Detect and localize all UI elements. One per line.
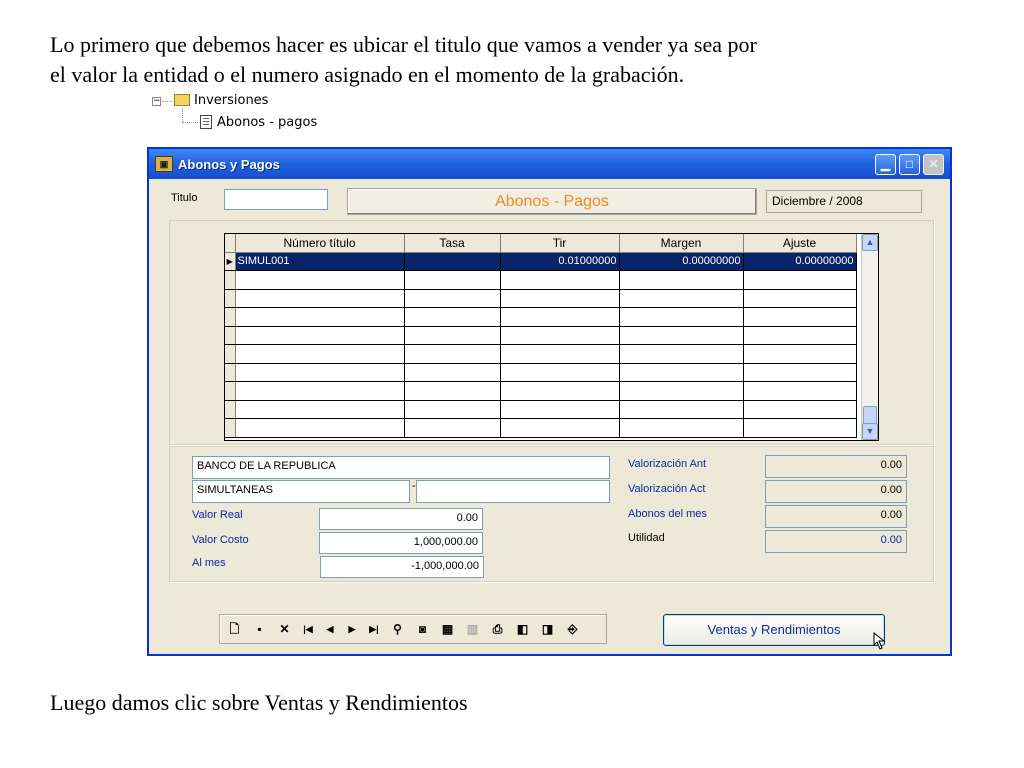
cell-tir[interactable]: 0.01000000 (500, 252, 619, 271)
close-button[interactable] (923, 154, 944, 175)
first-record-button[interactable] (299, 619, 317, 640)
utilidad-field: 0.00 (765, 530, 907, 553)
chevron-up-icon: ▲ (865, 237, 875, 247)
cell-tasa[interactable] (404, 271, 500, 290)
maximize-button[interactable] (899, 154, 920, 175)
cell-tasa[interactable] (404, 400, 500, 419)
row-indicator[interactable] (225, 271, 235, 290)
tree-item-inversiones[interactable] (174, 92, 268, 110)
cell-tasa[interactable] (404, 345, 500, 364)
cell-numero[interactable] (235, 308, 404, 327)
last-icon: ▶| (369, 623, 379, 634)
module-banner: Abonos - Pagos (347, 188, 757, 215)
cell-tir[interactable] (500, 345, 619, 364)
valorizacion-ant-field: 0.00 (765, 455, 907, 478)
first-icon: |◀ (303, 623, 313, 634)
scroll-up-button[interactable] (862, 234, 878, 251)
abonos-mes-label: Abonos del mes (628, 508, 707, 520)
tipo-extra-field[interactable] (416, 480, 610, 503)
cell-ajuste[interactable] (743, 271, 856, 290)
table-row[interactable] (225, 289, 856, 308)
cell-margen[interactable] (619, 308, 743, 327)
valor-costo-label: Valor Costo (192, 534, 249, 546)
window-title: Abonos y Pagos (178, 156, 280, 172)
intro-line-1: Lo primero que debemos hacer es ubicar el titulo que vamos a vender ya sea por (50, 32, 757, 57)
grid-table (225, 234, 857, 438)
intro-line-2: el valor la entidad o el numero asignado en el momento de la grabación. (50, 62, 685, 87)
column-header-ajuste[interactable]: Ajuste (743, 234, 856, 252)
cell-ajuste[interactable] (743, 289, 856, 308)
column-header-margen[interactable]: Margen (619, 234, 743, 252)
table-row[interactable] (225, 308, 856, 327)
abonos-pagos-window (147, 147, 952, 656)
grid-scrollbar[interactable] (861, 234, 878, 440)
cell-margen[interactable] (619, 363, 743, 382)
cell-numero[interactable]: SIMUL001 (235, 252, 404, 271)
al-mes-field[interactable]: -1,000,000.00 (320, 556, 484, 578)
cell-tir[interactable] (500, 289, 619, 308)
cell-ajuste[interactable] (743, 363, 856, 382)
table-row[interactable] (225, 326, 856, 345)
cell-tasa[interactable] (404, 252, 500, 271)
row-indicator[interactable] (225, 400, 235, 419)
row-indicator[interactable] (225, 419, 235, 438)
valorizacion-act-field: 0.00 (765, 480, 907, 503)
titulo-input[interactable] (224, 189, 328, 210)
table-row[interactable] (225, 382, 856, 401)
collapse-icon[interactable]: − (153, 96, 161, 106)
previous-record-button[interactable] (321, 619, 339, 640)
cell-tasa[interactable] (404, 308, 500, 327)
cell-numero[interactable] (235, 345, 404, 364)
cell-tir[interactable] (500, 400, 619, 419)
window-titlebar[interactable] (149, 149, 950, 179)
titulo-label: Titulo (171, 192, 198, 204)
delete-button[interactable] (274, 619, 295, 640)
cell-numero[interactable] (235, 382, 404, 401)
row-indicator-header (225, 234, 235, 252)
next-icon: ▶ (348, 623, 356, 634)
cell-tir[interactable] (500, 419, 619, 438)
tree-item-abonos-pagos[interactable] (200, 114, 317, 132)
table-row[interactable] (225, 252, 856, 271)
table-icon: ▦ (441, 621, 454, 636)
minimize-icon: ▁ (880, 157, 891, 171)
cell-margen[interactable] (619, 382, 743, 401)
scroll-down-button[interactable] (862, 423, 878, 440)
valorizacion-ant-label: Valorización Ant (628, 458, 707, 470)
cell-margen[interactable] (619, 345, 743, 364)
print-button[interactable] (487, 619, 508, 640)
minimize-button[interactable] (875, 154, 896, 175)
next-record-button[interactable] (343, 619, 361, 640)
save-icon: ▪ (257, 621, 262, 636)
cell-margen[interactable] (619, 419, 743, 438)
cell-tasa[interactable] (404, 382, 500, 401)
cell-ajuste[interactable] (743, 345, 856, 364)
valor-real-label: Valor Real (192, 509, 243, 521)
delete-icon: ✕ (279, 621, 290, 636)
row-indicator[interactable] (225, 345, 235, 364)
grid-header-row (225, 234, 856, 252)
cell-numero[interactable] (235, 271, 404, 290)
find-button[interactable] (387, 619, 408, 640)
column-header-numero[interactable]: Número título (235, 234, 404, 252)
cell-margen[interactable] (619, 289, 743, 308)
exit-door-icon: ⎆ (567, 621, 578, 636)
table-row[interactable] (225, 345, 856, 364)
cell-tir[interactable] (500, 308, 619, 327)
tipo-field[interactable]: SIMULTANEAS (192, 480, 410, 503)
outro-text: Luego damos clic sobre Ventas y Rendimientos (50, 690, 468, 715)
chart-icon: ▥ (466, 621, 479, 636)
tree-connector-child-v (182, 108, 183, 122)
tree-item-label: Inversiones (194, 93, 269, 108)
camera-icon: ◙ (418, 621, 427, 636)
table-row[interactable] (225, 271, 856, 290)
printer-icon: ⎙ (492, 621, 503, 636)
cell-tir[interactable] (500, 363, 619, 382)
valorizacion-act-label: Valorización Act (628, 483, 706, 495)
cell-numero[interactable] (235, 419, 404, 438)
app-icon: ▣ (155, 156, 173, 172)
cell-ajuste[interactable] (743, 308, 856, 327)
utilidad-label: Utilidad (628, 532, 665, 544)
valor-costo-field[interactable]: 1,000,000.00 (319, 532, 483, 554)
row-indicator[interactable] (225, 252, 235, 271)
entidad-field[interactable]: BANCO DE LA REPUBLICA (192, 456, 610, 479)
new-button[interactable] (224, 619, 245, 640)
cell-ajuste[interactable] (743, 326, 856, 345)
row-indicator[interactable] (225, 326, 235, 345)
titles-grid[interactable] (224, 233, 879, 441)
camera-button[interactable] (412, 619, 433, 640)
period-display: Diciembre / 2008 (766, 190, 922, 213)
ventas-rendimientos-button[interactable]: Ventas y Rendimientos (663, 614, 885, 646)
cell-margen[interactable] (619, 271, 743, 290)
cell-tir[interactable] (500, 326, 619, 345)
cell-numero[interactable] (235, 363, 404, 382)
folder-arrow-icon: ◨ (541, 621, 554, 636)
book-icon: ◧ (516, 621, 529, 636)
cell-margen[interactable]: 0.00000000 (619, 252, 743, 271)
column-header-tasa[interactable]: Tasa (404, 234, 500, 252)
binoculars-icon: ⚲ (393, 621, 402, 636)
table-row[interactable] (225, 400, 856, 419)
cell-numero[interactable] (235, 400, 404, 419)
row-indicator[interactable] (225, 289, 235, 308)
abonos-mes-field: 0.00 (765, 505, 907, 528)
cell-ajuste[interactable] (743, 382, 856, 401)
table-row[interactable] (225, 363, 856, 382)
cell-tasa[interactable] (404, 419, 500, 438)
last-record-button[interactable] (365, 619, 383, 640)
cell-tasa[interactable] (404, 363, 500, 382)
maximize-icon: □ (905, 157, 914, 171)
record-toolbar (219, 614, 607, 644)
intro-text (50, 30, 950, 90)
import-button[interactable] (537, 619, 558, 640)
new-document-icon: 🗋 (229, 621, 240, 636)
chevron-down-icon: ▼ (865, 426, 875, 436)
al-mes-label: Al mes (192, 557, 226, 569)
cell-ajuste[interactable]: 0.00000000 (743, 252, 856, 271)
cell-tir[interactable] (500, 271, 619, 290)
tree-connector-child-h (182, 122, 198, 123)
cell-ajuste[interactable] (743, 400, 856, 419)
row-indicator[interactable] (225, 363, 235, 382)
current-row-icon: ▶ (226, 256, 233, 266)
folder-icon (174, 94, 190, 106)
valor-real-field[interactable]: 0.00 (319, 508, 483, 530)
cell-ajuste[interactable] (743, 419, 856, 438)
row-indicator[interactable] (225, 382, 235, 401)
previous-icon: ◀ (326, 623, 334, 634)
mouse-cursor-icon (873, 632, 895, 654)
cell-margen[interactable] (619, 326, 743, 345)
close-icon: ✕ (928, 157, 939, 171)
cell-numero[interactable] (235, 326, 404, 345)
cell-numero[interactable] (235, 289, 404, 308)
cell-tir[interactable] (500, 382, 619, 401)
tipo-separator: - (412, 480, 416, 492)
exit-button[interactable] (562, 619, 583, 640)
cell-tasa[interactable] (404, 326, 500, 345)
cell-margen[interactable] (619, 400, 743, 419)
chart-button[interactable] (462, 619, 483, 640)
export-button[interactable] (512, 619, 533, 640)
document-icon (200, 115, 212, 129)
save-button[interactable] (249, 619, 270, 640)
table-row[interactable] (225, 419, 856, 438)
row-indicator[interactable] (225, 308, 235, 327)
grid-view-button[interactable] (437, 619, 458, 640)
cell-tasa[interactable] (404, 289, 500, 308)
tree-item-label: Abonos - pagos (217, 115, 318, 130)
tree-connector (162, 101, 172, 102)
column-header-tir[interactable]: Tir (500, 234, 619, 252)
